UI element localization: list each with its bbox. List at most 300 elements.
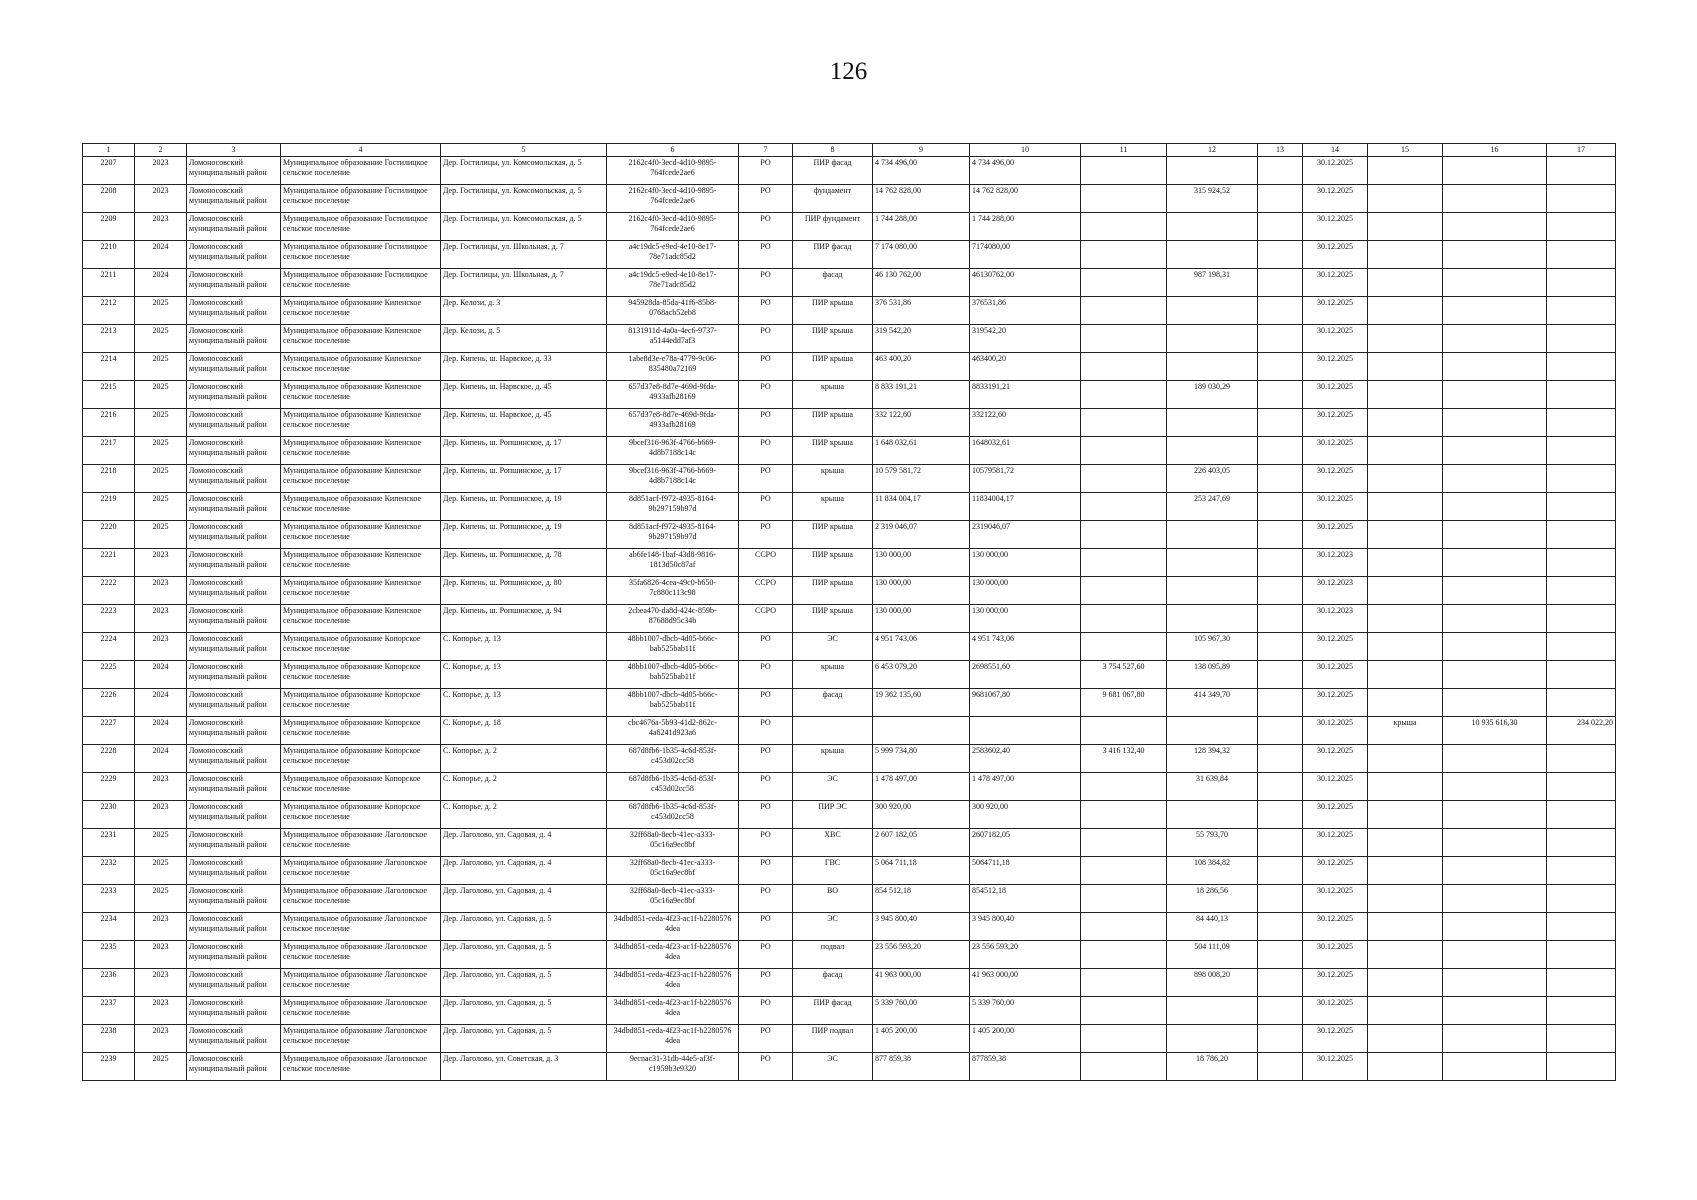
table-cell <box>1258 969 1303 997</box>
table-cell: 3 754 527,60 <box>1081 661 1167 689</box>
table-cell: 2 319 046,07 <box>873 521 970 549</box>
table-row <box>83 1025 1616 1053</box>
table-cell <box>1443 941 1547 969</box>
table-cell: 84 440,13 <box>1167 913 1258 941</box>
table-cell: 41 963 000,00 <box>970 969 1081 997</box>
table-cell: 2221 <box>83 549 135 577</box>
table-cell: 1 744 288,00 <box>873 213 970 241</box>
table-cell: Дер. Лаголово, ул. Садовая, д. 5 <box>441 941 607 969</box>
table-cell: Дер. Кипень, ш. Ропшинское, д. 19 <box>441 493 607 521</box>
table-cell: крыша <box>1368 717 1443 745</box>
table-cell <box>1167 157 1258 185</box>
table-cell: 2024 <box>135 745 187 773</box>
table-cell <box>1081 213 1167 241</box>
table-cell <box>793 717 873 745</box>
table-cell: 130 000,00 <box>873 577 970 605</box>
table-cell: 8 833 191,21 <box>873 381 970 409</box>
table-cell: 30.12.2025 <box>1303 213 1368 241</box>
table-cell: крыша <box>793 493 873 521</box>
table-cell: 2230 <box>83 801 135 829</box>
table-cell: 34dbd851-ceda-4f23-ac1f-b2280576 4dea <box>607 997 739 1025</box>
table-cell: Ломоносовский муниципальный район <box>187 437 281 465</box>
table-cell: РО <box>739 857 793 885</box>
table-cell: 2232 <box>83 857 135 885</box>
table-cell: 18 286,56 <box>1167 885 1258 913</box>
table-cell <box>1443 577 1547 605</box>
table-cell <box>1258 465 1303 493</box>
table-cell: 877 859,38 <box>873 1053 970 1081</box>
table-cell: РО <box>739 745 793 773</box>
table-cell <box>1167 409 1258 437</box>
table-cell: 32ff68a0-8ecb-41ec-a333-05c16a9ec8bf <box>607 885 739 913</box>
table-cell: С. Копорье, д. 2 <box>441 745 607 773</box>
table-cell: РО <box>739 157 793 185</box>
table-cell <box>1081 885 1167 913</box>
table-cell: РО <box>739 661 793 689</box>
table-cell <box>1443 437 1547 465</box>
table-cell: 332122,60 <box>970 409 1081 437</box>
table-cell: 5064711,18 <box>970 857 1081 885</box>
table-cell: Ломоносовский муниципальный район <box>187 969 281 997</box>
table-cell: 5 064 711,18 <box>873 857 970 885</box>
table-cell: РО <box>739 969 793 997</box>
table-cell: 130 000,00 <box>970 549 1081 577</box>
table-cell <box>1547 549 1616 577</box>
table-cell: 2 607 182,05 <box>873 829 970 857</box>
table-cell: 108 384,82 <box>1167 857 1258 885</box>
table-cell: 2025 <box>135 857 187 885</box>
table-cell <box>1081 913 1167 941</box>
table-row <box>83 745 1616 773</box>
table-cell <box>1368 829 1443 857</box>
table-cell: 2025 <box>135 829 187 857</box>
table-cell: 2235 <box>83 941 135 969</box>
table-cell: 3 945 800,40 <box>873 913 970 941</box>
table-cell <box>1443 969 1547 997</box>
table-cell: 2319046,07 <box>970 521 1081 549</box>
table-cell <box>1258 241 1303 269</box>
column-header: 17 <box>1547 144 1616 157</box>
table-cell <box>1258 549 1303 577</box>
table-cell <box>1167 605 1258 633</box>
table-cell <box>1443 465 1547 493</box>
table-cell <box>1258 409 1303 437</box>
table-cell: ЭС <box>793 913 873 941</box>
table-cell: 31 639,84 <box>1167 773 1258 801</box>
table-cell: 30.12.2025 <box>1303 773 1368 801</box>
table-cell: 2236 <box>83 969 135 997</box>
table-cell: Муниципальное образование Кипенское сельское поселение <box>281 549 441 577</box>
table-cell: a4c19dc5-e9ed-4e10-8e17-78e71adc85d2 <box>607 269 739 297</box>
table-cell: 2227 <box>83 717 135 745</box>
table-cell: РО <box>739 465 793 493</box>
table-cell <box>1368 1025 1443 1053</box>
table-cell: 14 762 828,00 <box>873 185 970 213</box>
table-cell <box>1258 269 1303 297</box>
table-cell: Дер. Лаголово, ул. Садовая, д. 5 <box>441 969 607 997</box>
table-cell: Ломоносовский муниципальный район <box>187 549 281 577</box>
table-cell <box>1167 353 1258 381</box>
table-cell: 2023 <box>135 997 187 1025</box>
table-cell <box>1368 493 1443 521</box>
table-cell: 463400,20 <box>970 353 1081 381</box>
table-cell: 2cbea470-da8d-424c-859b-87688d95c34b <box>607 605 739 633</box>
table-cell: 130 000,00 <box>873 605 970 633</box>
table-cell <box>1167 297 1258 325</box>
table-cell <box>1258 381 1303 409</box>
table-cell: Муниципальное образование Гостилицкое сельское поселение <box>281 157 441 185</box>
table-cell: ПИР крыша <box>793 437 873 465</box>
table-cell <box>1368 577 1443 605</box>
table-cell: 2025 <box>135 353 187 381</box>
table-cell: РО <box>739 689 793 717</box>
table-cell <box>1258 885 1303 913</box>
table-cell <box>1081 997 1167 1025</box>
table-cell: 898 008,20 <box>1167 969 1258 997</box>
table-cell: ГВС <box>793 857 873 885</box>
table-cell: 1 744 288,00 <box>970 213 1081 241</box>
table-cell: 5 339 760,00 <box>970 997 1081 1025</box>
table-cell <box>1443 297 1547 325</box>
table-cell: подвал <box>793 941 873 969</box>
table-cell <box>1167 997 1258 1025</box>
table-cell: Ломоносовский муниципальный район <box>187 157 281 185</box>
table-cell: Муниципальное образование Копорское сельское поселение <box>281 801 441 829</box>
table-cell: 376531,86 <box>970 297 1081 325</box>
table-cell: Муниципальное образование Лаголовское сельское поселение <box>281 829 441 857</box>
table-cell <box>1167 1025 1258 1053</box>
table-cell <box>1443 157 1547 185</box>
table-cell <box>1368 297 1443 325</box>
table-cell: 2583602,40 <box>970 745 1081 773</box>
table-cell <box>1258 829 1303 857</box>
table-cell: 2607182,05 <box>970 829 1081 857</box>
table-cell: Ломоносовский муниципальный район <box>187 745 281 773</box>
table-cell: Дер. Келози, д. 5 <box>441 325 607 353</box>
table-cell <box>1547 185 1616 213</box>
table-cell <box>1081 241 1167 269</box>
table-row <box>83 493 1616 521</box>
table-cell: Ломоносовский муниципальный район <box>187 381 281 409</box>
table-cell: ab6fe148-1baf-43d8-9816-1813d50c87af <box>607 549 739 577</box>
table-cell <box>1167 325 1258 353</box>
table-cell <box>1081 297 1167 325</box>
column-header: 15 <box>1368 144 1443 157</box>
table-cell <box>1547 913 1616 941</box>
column-header: 12 <box>1167 144 1258 157</box>
table-row <box>83 997 1616 1025</box>
table-cell: Муниципальное образование Кипенское сельское поселение <box>281 325 441 353</box>
table-row <box>83 269 1616 297</box>
table-cell <box>1443 185 1547 213</box>
table-cell <box>1368 661 1443 689</box>
table-cell: 504 111,09 <box>1167 941 1258 969</box>
table-cell: 4 951 743,06 <box>970 633 1081 661</box>
table-cell: 4 734 496,00 <box>873 157 970 185</box>
table-cell: Муниципальное образование Гостилицкое сельское поселение <box>281 241 441 269</box>
table-row <box>83 1053 1616 1081</box>
table-cell <box>1081 1025 1167 1053</box>
table-cell: 128 394,32 <box>1167 745 1258 773</box>
table-cell: 253 247,69 <box>1167 493 1258 521</box>
table-cell: 2024 <box>135 269 187 297</box>
table-cell: 2210 <box>83 241 135 269</box>
table-cell: 10579581,72 <box>970 465 1081 493</box>
table-cell <box>1547 689 1616 717</box>
table-cell <box>1443 269 1547 297</box>
table-cell <box>1081 409 1167 437</box>
table-cell: 30.12.2025 <box>1303 409 1368 437</box>
table-cell: 46130762,00 <box>970 269 1081 297</box>
table-cell: 30.12.2023 <box>1303 549 1368 577</box>
table-cell: 2025 <box>135 885 187 913</box>
table-cell: ПИР крыша <box>793 297 873 325</box>
table-cell: ПИР крыша <box>793 577 873 605</box>
table-cell: Муниципальное образование Гостилицкое сельское поселение <box>281 185 441 213</box>
table-cell: 319 542,20 <box>873 325 970 353</box>
table-cell: 2237 <box>83 997 135 1025</box>
table-cell: 30.12.2025 <box>1303 353 1368 381</box>
table-cell: cbc4676a-5b93-41d2-862c-4a6241d923a6 <box>607 717 739 745</box>
table-row <box>83 409 1616 437</box>
table-cell: 2223 <box>83 605 135 633</box>
table-cell: ПИР фасад <box>793 241 873 269</box>
table-cell: 30.12.2025 <box>1303 325 1368 353</box>
table-cell <box>1258 941 1303 969</box>
table-cell <box>1258 325 1303 353</box>
table-cell: 2025 <box>135 297 187 325</box>
table-cell: 2023 <box>135 633 187 661</box>
table-cell <box>1258 213 1303 241</box>
table-cell: Ломоносовский муниципальный район <box>187 605 281 633</box>
table-cell <box>1547 1053 1616 1081</box>
table-cell: Ломоносовский муниципальный район <box>187 269 281 297</box>
table-cell: 414 349,70 <box>1167 689 1258 717</box>
table-cell: 30.12.2025 <box>1303 185 1368 213</box>
table-body <box>83 157 1616 1081</box>
table-cell <box>1443 689 1547 717</box>
table-cell: 23 556 593,20 <box>970 941 1081 969</box>
table-cell: РО <box>739 353 793 381</box>
table-cell <box>1258 493 1303 521</box>
table-cell: РО <box>739 1053 793 1081</box>
table-cell: 130 000,00 <box>970 605 1081 633</box>
table-cell <box>1368 773 1443 801</box>
table-cell: 226 403,05 <box>1167 465 1258 493</box>
table-cell: Муниципальное образование Гостилицкое сельское поселение <box>281 213 441 241</box>
table-cell <box>1443 857 1547 885</box>
table-cell <box>1258 605 1303 633</box>
table-cell: 30.12.2025 <box>1303 997 1368 1025</box>
table-cell: фасад <box>793 689 873 717</box>
table-cell: 2222 <box>83 577 135 605</box>
table-cell <box>1368 521 1443 549</box>
column-header: 13 <box>1258 144 1303 157</box>
table-cell <box>1368 437 1443 465</box>
table-cell: Дер. Кипень, ш. Ропшинское, д. 94 <box>441 605 607 633</box>
table-cell <box>1368 969 1443 997</box>
table-cell <box>1081 437 1167 465</box>
table-cell: 2216 <box>83 409 135 437</box>
table-cell: Ломоносовский муниципальный район <box>187 297 281 325</box>
table-cell: 300 920,00 <box>873 801 970 829</box>
table-cell: 105 967,30 <box>1167 633 1258 661</box>
table-row <box>83 829 1616 857</box>
table-cell: Муниципальное образование Лаголовское сельское поселение <box>281 997 441 1025</box>
table-cell: a4c19dc5-e9ed-4e10-8e17-78e71adc85d2 <box>607 241 739 269</box>
table-cell: 2239 <box>83 1053 135 1081</box>
table-cell: Муниципальное образование Копорское сельское поселение <box>281 661 441 689</box>
table-cell: Муниципальное образование Лаголовское сельское поселение <box>281 857 441 885</box>
table-cell <box>1443 773 1547 801</box>
table-cell <box>1443 549 1547 577</box>
table-cell <box>1258 997 1303 1025</box>
table-cell: 2162c4f0-3ecd-4d10-9895-764fcede2ae6 <box>607 213 739 241</box>
table-cell: 2238 <box>83 1025 135 1053</box>
table-cell <box>1081 353 1167 381</box>
column-header: 14 <box>1303 144 1368 157</box>
table-cell <box>1167 213 1258 241</box>
table-cell: 2023 <box>135 1025 187 1053</box>
table-cell: 30.12.2025 <box>1303 745 1368 773</box>
table-cell <box>1081 157 1167 185</box>
table-cell: ПИР крыша <box>793 353 873 381</box>
table-cell <box>1081 185 1167 213</box>
table-cell: 6 453 079,20 <box>873 661 970 689</box>
table-cell: РО <box>739 913 793 941</box>
table-cell <box>1081 857 1167 885</box>
table-cell <box>1547 857 1616 885</box>
table-cell <box>1368 353 1443 381</box>
table-cell: 30.12.2025 <box>1303 241 1368 269</box>
table-cell <box>1547 269 1616 297</box>
table-cell: ВО <box>793 885 873 913</box>
table-cell <box>1368 913 1443 941</box>
table-cell: 332 122,60 <box>873 409 970 437</box>
table-cell: Ломоносовский муниципальный район <box>187 493 281 521</box>
table-cell: Муниципальное образование Лаголовское сельское поселение <box>281 885 441 913</box>
table-cell <box>1547 745 1616 773</box>
table-cell: Дер. Гостилицы, ул. Комсомольская, д. 5 <box>441 213 607 241</box>
table-cell: Ломоносовский муниципальный район <box>187 913 281 941</box>
table-cell: ЭС <box>793 773 873 801</box>
table-cell <box>1443 1025 1547 1053</box>
table-cell: 30.12.2025 <box>1303 297 1368 325</box>
table-cell: ССРО <box>739 605 793 633</box>
table-cell: 2219 <box>83 493 135 521</box>
table-cell <box>1081 1053 1167 1081</box>
table-row <box>83 773 1616 801</box>
table-cell: 1 478 497,00 <box>873 773 970 801</box>
table-cell: Ломоносовский муниципальный район <box>187 1025 281 1053</box>
table-cell: Муниципальное образование Кипенское сельское поселение <box>281 437 441 465</box>
table-cell: Муниципальное образование Кипенское сельское поселение <box>281 521 441 549</box>
table-cell: Ломоносовский муниципальный район <box>187 941 281 969</box>
table-row <box>83 465 1616 493</box>
table-cell: 30.12.2025 <box>1303 885 1368 913</box>
table-cell: 2023 <box>135 605 187 633</box>
table-row <box>83 689 1616 717</box>
table-cell: фасад <box>793 969 873 997</box>
table-row <box>83 353 1616 381</box>
table-cell: 30.12.2025 <box>1303 941 1368 969</box>
table-cell: 9ecnac31-31db-44e5-af3f-c1959b3e9320 <box>607 1053 739 1081</box>
table-cell: 30.12.2023 <box>1303 577 1368 605</box>
table-cell <box>1547 521 1616 549</box>
table-cell: Дер. Кипень, ш. Ропшинское, д. 17 <box>441 465 607 493</box>
table-cell: 30.12.2025 <box>1303 969 1368 997</box>
column-header: 11 <box>1081 144 1167 157</box>
table-cell: Дер. Лаголово, ул. Садовая, д. 4 <box>441 829 607 857</box>
table-cell <box>1081 773 1167 801</box>
table-cell <box>1547 241 1616 269</box>
table-cell <box>1443 829 1547 857</box>
table-cell: РО <box>739 269 793 297</box>
table-cell <box>1368 269 1443 297</box>
table-cell: 8131911d-4a0a-4ec6-9737-a5144edd7af3 <box>607 325 739 353</box>
table-cell: Муниципальное образование Кипенское сельское поселение <box>281 605 441 633</box>
table-cell: 10 579 581,72 <box>873 465 970 493</box>
table-cell: 2024 <box>135 241 187 269</box>
table-cell <box>1443 409 1547 437</box>
table-cell: РО <box>739 997 793 1025</box>
table-cell: 987 198,31 <box>1167 269 1258 297</box>
table-cell: 2023 <box>135 913 187 941</box>
table-cell <box>1368 381 1443 409</box>
table-cell: 2025 <box>135 1053 187 1081</box>
table-cell: 9bcef316-963f-4766-b669-4d8b7188c14c <box>607 465 739 493</box>
table-cell <box>970 717 1081 745</box>
table-cell: 130 000,00 <box>970 577 1081 605</box>
table-cell: Ломоносовский муниципальный район <box>187 857 281 885</box>
table-cell: 657d37e8-8d7e-469d-9fda-4933afb28169 <box>607 381 739 409</box>
table-cell: ПИР крыша <box>793 605 873 633</box>
table-cell: 234 022,20 <box>1547 717 1616 745</box>
table-cell <box>1547 381 1616 409</box>
table-cell: Ломоносовский муниципальный район <box>187 997 281 1025</box>
column-header: 6 <box>607 144 739 157</box>
table-cell: Ломоносовский муниципальный район <box>187 353 281 381</box>
table-cell: 1abe8d3e-e78a-4779-9c06-835480a72169 <box>607 353 739 381</box>
table-cell: 30.12.2025 <box>1303 521 1368 549</box>
table-cell: РО <box>739 325 793 353</box>
table-cell: 2234 <box>83 913 135 941</box>
table-cell: 945928da-85da-41f6-85b8-0768acb52eb8 <box>607 297 739 325</box>
table-cell: Дер. Кипень, ш. Нарвское, д. 45 <box>441 381 607 409</box>
table-cell: 2023 <box>135 185 187 213</box>
page-number: 126 <box>829 58 868 85</box>
table-cell: ПИР ЭС <box>793 801 873 829</box>
table-cell <box>1167 577 1258 605</box>
table-cell: 2224 <box>83 633 135 661</box>
table-cell <box>1547 1025 1616 1053</box>
table-cell: РО <box>739 801 793 829</box>
table-cell <box>1081 633 1167 661</box>
table-cell: 30.12.2025 <box>1303 661 1368 689</box>
table-cell <box>1443 353 1547 381</box>
table-cell: 41 963 000,00 <box>873 969 970 997</box>
table-cell <box>1547 409 1616 437</box>
column-header: 8 <box>793 144 873 157</box>
table-cell <box>1081 605 1167 633</box>
table-cell <box>1258 801 1303 829</box>
table-cell: Муниципальное образование Кипенское сельское поселение <box>281 409 441 437</box>
table-cell: 2207 <box>83 157 135 185</box>
table-cell: РО <box>739 829 793 857</box>
table-cell: 2025 <box>135 521 187 549</box>
table-cell <box>1258 689 1303 717</box>
table-cell <box>1258 437 1303 465</box>
